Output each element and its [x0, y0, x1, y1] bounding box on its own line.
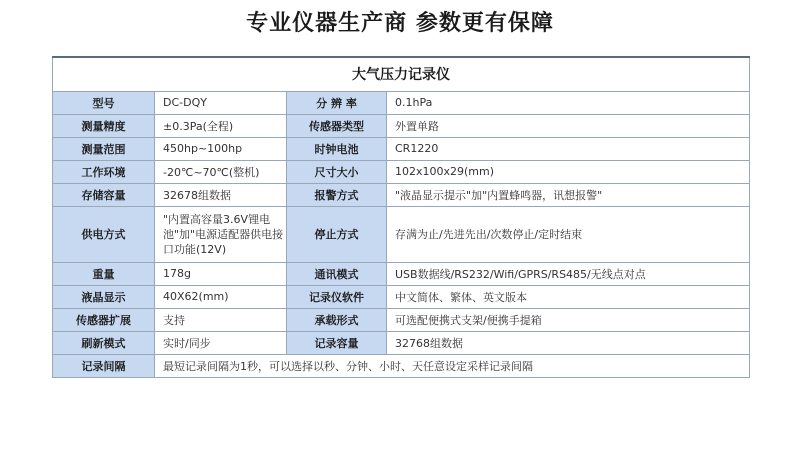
- spec-value: 实时/同步: [155, 331, 287, 354]
- spec-value: 可选配便携式支架/便携手提箱: [387, 308, 750, 331]
- spec-value: 外置单路: [387, 114, 750, 137]
- spec-value: 178g: [155, 262, 287, 285]
- spec-label: 传感器扩展: [53, 308, 155, 331]
- spec-label: 测量精度: [53, 114, 155, 137]
- table-row: [53, 285, 750, 308]
- table-row: [53, 308, 750, 331]
- spec-value: -20℃~70℃(整机): [155, 160, 287, 183]
- spec-value: 40X62(mm): [155, 285, 287, 308]
- spec-value: 32678组数据: [155, 183, 287, 206]
- spec-value: 0.1hPa: [387, 91, 750, 114]
- spec-label: 报警方式: [287, 183, 387, 206]
- table-row: [53, 160, 750, 183]
- spec-value: CR1220: [387, 137, 750, 160]
- table-row: [53, 354, 750, 377]
- spec-value: 中文简体、繁体、英文版本: [387, 285, 750, 308]
- spec-value: 450hp~100hp: [155, 137, 287, 160]
- spec-label: 供电方式: [53, 206, 155, 262]
- spec-value: ±0.3Pa(全程): [155, 114, 287, 137]
- spec-label: 存储容量: [53, 183, 155, 206]
- spec-label: 尺寸大小: [287, 160, 387, 183]
- spec-label: 记录间隔: [53, 354, 155, 377]
- spec-value: 最短记录间隔为1秒，可以选择以秒、分钟、小时、天任意设定采样记录间隔: [155, 354, 750, 377]
- table-row: [53, 114, 750, 137]
- spec-label: 记录容量: [287, 331, 387, 354]
- table-row: [53, 91, 750, 114]
- table-title-row: [53, 57, 750, 91]
- spec-label: 刷新模式: [53, 331, 155, 354]
- table-row: [53, 206, 750, 262]
- spec-value: 支持: [155, 308, 287, 331]
- spec-label: 停止方式: [287, 206, 387, 262]
- spec-table: [52, 56, 750, 378]
- spec-label: 分 辨 率: [287, 91, 387, 114]
- spec-value: 102x100x29(mm): [387, 160, 750, 183]
- spec-label: 承载形式: [287, 308, 387, 331]
- table-title: 大气压力记录仪: [53, 57, 750, 91]
- page-headline: 专业仪器生产商 参数更有保障: [246, 11, 554, 36]
- table-row: [53, 331, 750, 354]
- spec-label: 传感器类型: [287, 114, 387, 137]
- spec-label: 液晶显示: [53, 285, 155, 308]
- spec-value: 32768组数据: [387, 331, 750, 354]
- spec-label: 通讯模式: [287, 262, 387, 285]
- spec-label: 重量: [53, 262, 155, 285]
- spec-label: 型号: [53, 91, 155, 114]
- spec-value: "液晶显示提示"加"内置蜂鸣器，讯想报警": [387, 183, 750, 206]
- spec-label: 记录仪软件: [287, 285, 387, 308]
- table-row: [53, 137, 750, 160]
- table-row: [53, 262, 750, 285]
- spec-value: 存满为止/先进先出/次数停止/定时结束: [387, 206, 750, 262]
- spec-label: 工作环境: [53, 160, 155, 183]
- table-row: [53, 183, 750, 206]
- spec-label: 时钟电池: [287, 137, 387, 160]
- spec-value: USB数据线/RS232/Wifi/GPRS/RS485/无线点对点: [387, 262, 750, 285]
- spec-value: "内置高容量3.6V锂电池"加"电源适配器供电接口功能(12V): [155, 206, 287, 262]
- spec-value: DC-DQY: [155, 91, 287, 114]
- spec-label: 测量范围: [53, 137, 155, 160]
